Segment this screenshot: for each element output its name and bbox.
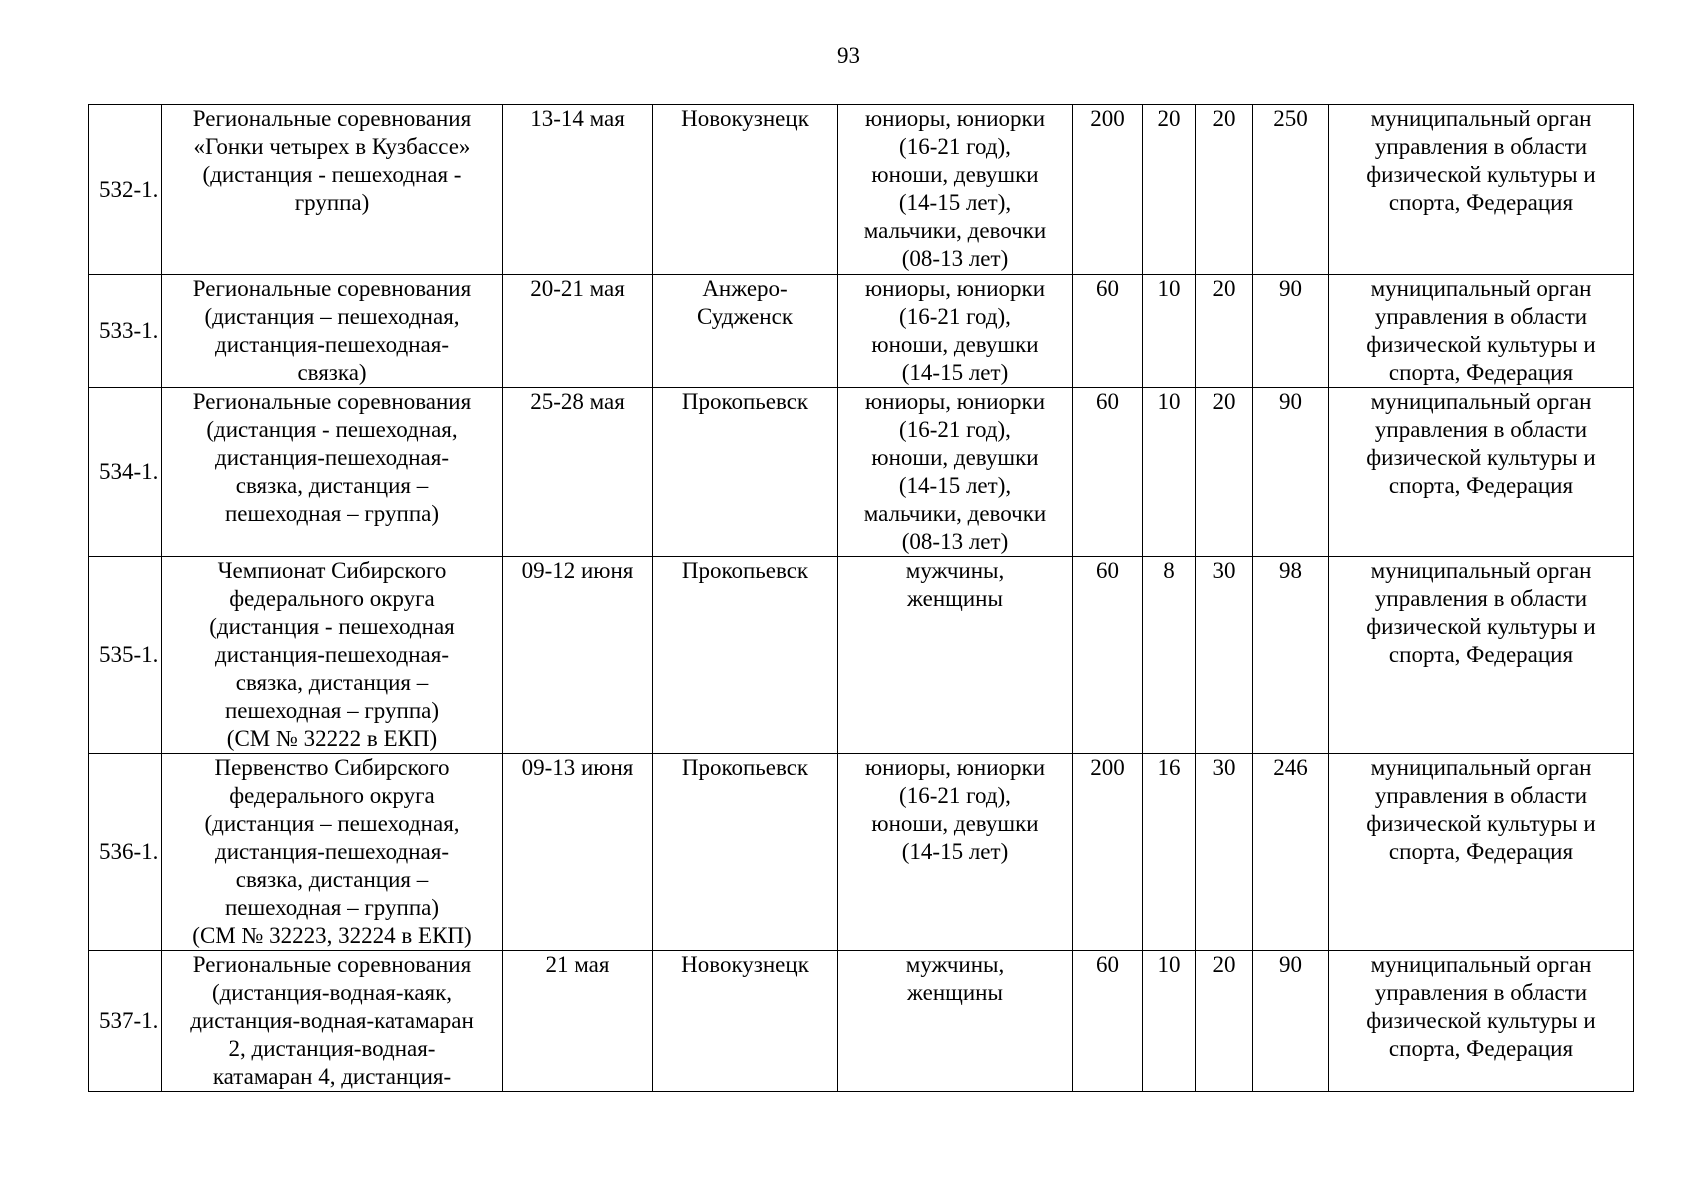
- event-participants: юниоры, юниорки (16-21 год), юноши, девушки (14-15 лет), мальчики, девочки (08-13 лет): [838, 388, 1073, 557]
- count-total: 246: [1253, 754, 1329, 951]
- event-participants: мужчины, женщины: [838, 951, 1073, 1092]
- table-row: [89, 275, 1634, 388]
- count-total: 90: [1253, 951, 1329, 1092]
- count-1: 200: [1073, 754, 1143, 951]
- count-3: 20: [1196, 388, 1253, 557]
- event-number: 536-1.: [89, 754, 162, 951]
- event-organizer: муниципальный орган управления в области физической культуры и спорта, Федерация: [1329, 557, 1634, 754]
- table-row: [89, 754, 1634, 951]
- event-place: Новокузнецк: [653, 951, 838, 1092]
- event-name: Региональные соревнования «Гонки четырех в Кузбассе» (дистанция - пешеходная - группа): [162, 105, 503, 275]
- table-row: [89, 388, 1634, 557]
- count-3: 20: [1196, 275, 1253, 388]
- count-3: 20: [1196, 951, 1253, 1092]
- table-row: [89, 105, 1634, 275]
- event-name: Региональные соревнования (дистанция - пешеходная, дистанция-пешеходная- связка, дистанция – пешеходная – группа): [162, 388, 503, 557]
- event-organizer: муниципальный орган управления в области физической культуры и спорта, Федерация: [1329, 105, 1634, 275]
- event-dates: 09-12 июня: [503, 557, 653, 754]
- count-1: 60: [1073, 557, 1143, 754]
- count-2: 20: [1143, 105, 1196, 275]
- count-1: 60: [1073, 275, 1143, 388]
- event-name: Первенство Сибирского федерального округа (дистанция – пешеходная, дистанция-пешеходная- связка, дистанция – пешеходная – группа) (СМ № 32223, 32224 в ЕКП): [162, 754, 503, 951]
- page-number: 93: [837, 43, 860, 68]
- count-2: 10: [1143, 388, 1196, 557]
- count-3: 30: [1196, 557, 1253, 754]
- event-number: 537-1.: [89, 951, 162, 1092]
- event-number: 532-1.: [89, 105, 162, 275]
- event-dates: 21 мая: [503, 951, 653, 1092]
- event-organizer: муниципальный орган управления в области физической культуры и спорта, Федерация: [1329, 275, 1634, 388]
- table-row: [89, 951, 1634, 1092]
- table-row: [89, 557, 1634, 754]
- count-3: 20: [1196, 105, 1253, 275]
- event-participants: юниоры, юниорки (16-21 год), юноши, девушки (14-15 лет): [838, 754, 1073, 951]
- event-participants: юниоры, юниорки (16-21 год), юноши, девушки (14-15 лет), мальчики, девочки (08-13 лет): [838, 105, 1073, 275]
- event-place: Прокопьевск: [653, 557, 838, 754]
- event-place: Прокопьевск: [653, 388, 838, 557]
- count-1: 60: [1073, 388, 1143, 557]
- event-number: 535-1.: [89, 557, 162, 754]
- count-2: 10: [1143, 951, 1196, 1092]
- events-table: [88, 104, 1634, 1092]
- count-2: 10: [1143, 275, 1196, 388]
- count-total: 250: [1253, 105, 1329, 275]
- event-number: 533-1.: [89, 275, 162, 388]
- event-participants: мужчины, женщины: [838, 557, 1073, 754]
- count-1: 60: [1073, 951, 1143, 1092]
- event-participants: юниоры, юниорки (16-21 год), юноши, девушки (14-15 лет): [838, 275, 1073, 388]
- event-name: Региональные соревнования (дистанция – пешеходная, дистанция-пешеходная- связка): [162, 275, 503, 388]
- count-1: 200: [1073, 105, 1143, 275]
- count-3: 30: [1196, 754, 1253, 951]
- event-number: 534-1.: [89, 388, 162, 557]
- event-place: Новокузнецк: [653, 105, 838, 275]
- event-place: Анжеро- Судженск: [653, 275, 838, 388]
- event-organizer: муниципальный орган управления в области физической культуры и спорта, Федерация: [1329, 951, 1634, 1092]
- count-2: 8: [1143, 557, 1196, 754]
- event-place: Прокопьевск: [653, 754, 838, 951]
- event-dates: 13-14 мая: [503, 105, 653, 275]
- event-dates: 20-21 мая: [503, 275, 653, 388]
- event-dates: 25-28 мая: [503, 388, 653, 557]
- event-organizer: муниципальный орган управления в области физической культуры и спорта, Федерация: [1329, 754, 1634, 951]
- event-organizer: муниципальный орган управления в области физической культуры и спорта, Федерация: [1329, 388, 1634, 557]
- event-name: Региональные соревнования (дистанция-водная-каяк, дистанция-водная-катамаран 2, дистанция-водная- катамаран 4, дистанция-: [162, 951, 503, 1092]
- count-total: 90: [1253, 388, 1329, 557]
- count-total: 90: [1253, 275, 1329, 388]
- event-dates: 09-13 июня: [503, 754, 653, 951]
- count-total: 98: [1253, 557, 1329, 754]
- count-2: 16: [1143, 754, 1196, 951]
- event-name: Чемпионат Сибирского федерального округа (дистанция - пешеходная дистанция-пешеходная- связка, дистанция – пешеходная – группа) (СМ № 32222 в ЕКП): [162, 557, 503, 754]
